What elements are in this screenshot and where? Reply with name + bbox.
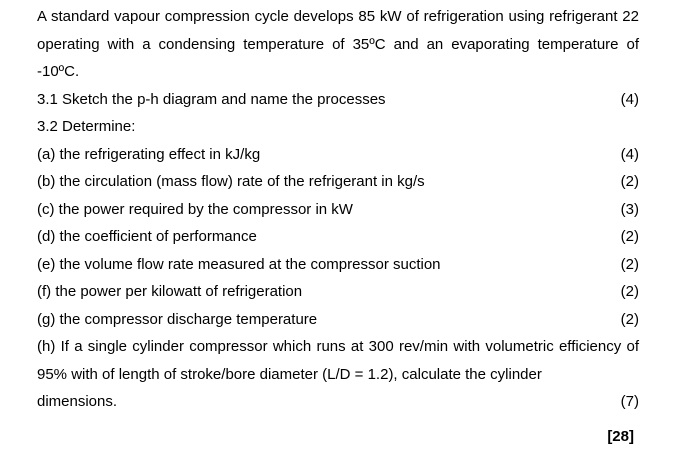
problem-statement: A standard vapour compression cycle develops 85 kW of refrigeration using refrigerant 22 operating with a condensing temperature of 35ºC and an evaporating temperature of -10ºC. bbox=[37, 8, 639, 80]
part-c-marks: (3) bbox=[620, 200, 639, 218]
part-e bbox=[37, 251, 639, 279]
part-c-text: (c) the power required by the compressor in kW bbox=[37, 200, 353, 218]
part-f bbox=[37, 278, 639, 306]
part-d-text: (d) the coefficient of performance bbox=[37, 228, 257, 245]
part-f-marks: (2) bbox=[620, 283, 639, 300]
part-d bbox=[37, 223, 639, 251]
part-c bbox=[37, 196, 639, 224]
part-h-text-last: dimensions. bbox=[37, 393, 118, 410]
part-g-marks: (2) bbox=[620, 310, 639, 328]
question-document bbox=[37, 3, 639, 416]
part-f-text: (f) the power per kilowatt of refrigeration bbox=[37, 283, 303, 300]
part-g-text: (g) the compressor discharge temperature bbox=[37, 310, 318, 328]
total-marks: [28] bbox=[607, 428, 634, 445]
part-b-text: (b) the circulation (mass flow) rate of the refrigerant in kg/s bbox=[37, 173, 425, 190]
part-h-last-line bbox=[37, 388, 639, 416]
part-d-marks: (2) bbox=[620, 228, 639, 245]
part-g bbox=[37, 306, 639, 334]
question-3-1-text: 3.1 Sketch the p-h diagram and name the processes bbox=[37, 90, 386, 108]
part-a bbox=[37, 141, 639, 169]
question-3-2-heading bbox=[37, 113, 639, 141]
part-a-marks: (4) bbox=[620, 145, 639, 163]
question-3-1 bbox=[37, 86, 639, 114]
part-h-marks: (7) bbox=[620, 393, 639, 410]
part-h-text: (h) If a single cylinder compressor which runs at 300 rev/min with volumetric efficiency of 95% with of length of stroke/bore diameter (L/D = 1.2), calculate the cylinder bbox=[37, 338, 639, 383]
part-b bbox=[37, 168, 639, 196]
part-e-text: (e) the volume flow rate measured at the compressor suction bbox=[37, 255, 441, 273]
question-3-1-marks: (4) bbox=[620, 90, 639, 108]
part-b-marks: (2) bbox=[620, 173, 639, 190]
part-e-marks: (2) bbox=[620, 255, 639, 273]
part-a-text: (a) the refrigerating effect in kJ/kg bbox=[37, 145, 261, 163]
question-3-2-heading-text: 3.2 Determine: bbox=[37, 118, 136, 135]
